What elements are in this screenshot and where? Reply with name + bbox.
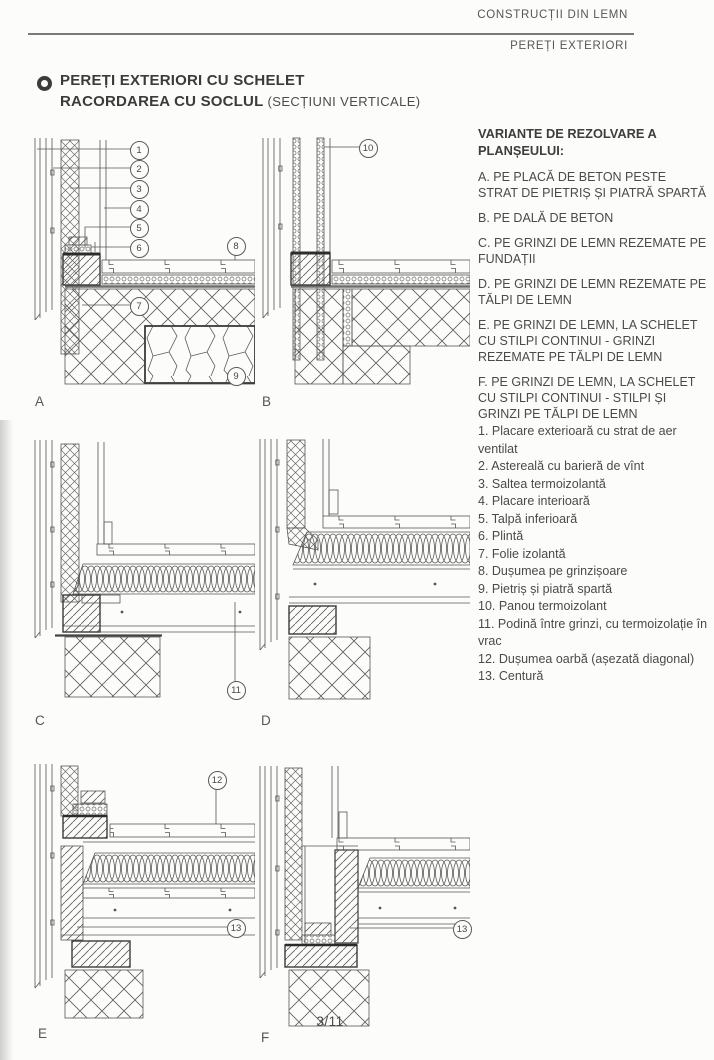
variant-item-f: F. PE GRINZI DE LEMN, LA SCHELET CU STILPI CONTINUI - STILPI ȘI GRINZI PE TĂLPI DE LEMN <box>478 375 696 421</box>
variants-section <box>478 125 708 431</box>
variant-item-c: C. PE GRINZI DE LEMN REZEMATE PE FUNDAȚII <box>478 236 707 266</box>
callout-8: 8 <box>227 237 246 256</box>
callout-13: 13 <box>227 919 246 938</box>
variant-item-a: A. PE PLACĂ DE BETON PESTE STRAT DE PIETRIȘ ȘI PIATRĂ SPARTĂ <box>478 170 707 200</box>
figure-label-c: C <box>35 713 45 728</box>
legend-item-1: 1. Placare exterioară cu strat de aer ventilat <box>478 424 677 456</box>
figure-b <box>255 132 470 422</box>
callout-2: 2 <box>130 160 149 179</box>
callout-11: 11 <box>227 681 246 700</box>
legend-item-6: 6. Plintă <box>478 529 524 543</box>
callout-3: 3 <box>130 180 149 199</box>
figure-d <box>255 432 470 732</box>
scan-edge-shadow <box>0 420 13 1060</box>
legend-item-13: 13. Centură <box>478 669 544 683</box>
legend-item-11: 11. Podină între grinzi, cu termoizolație în vrac <box>478 616 708 648</box>
page-title-line1: PEREȚI EXTERIORI CU SCHELET <box>60 72 305 89</box>
variants-heading: VARIANTE DE REZOLVARE A PLANȘEULUI: <box>478 126 657 158</box>
callout-13-f: 13 <box>453 920 472 939</box>
detail-drawing-b <box>255 132 470 392</box>
figure-c <box>25 432 255 732</box>
detail-drawing-f <box>255 758 470 1030</box>
legend-section <box>478 423 708 686</box>
variant-item-e: E. PE GRINZI DE LEMN, LA SCHELET CU STILPI CONTINUI - GRINZI REZEMATE PE TĂLPI DE LEMN <box>478 318 698 364</box>
page-number: 3/11 <box>316 1014 344 1029</box>
legend-item-12: 12. Dușumea oarbă (așezată diagonal) <box>478 651 695 666</box>
callout-4: 4 <box>130 200 149 219</box>
figure-label-f: F <box>261 1030 270 1045</box>
legend-item-9: 9. Pietriș și piatră spartă <box>478 581 613 596</box>
figure-label-a: A <box>35 394 45 409</box>
callout-7: 7 <box>130 297 149 316</box>
detail-drawing-c <box>25 432 255 704</box>
variant-item-d: D. PE GRINZI DE LEMN REZEMATE PE TĂLPI DE LEMN <box>478 277 707 307</box>
figure-label-b: B <box>262 394 272 409</box>
callout-9: 9 <box>227 367 246 386</box>
legend-item-4: 4. Placare interioară <box>478 494 590 508</box>
legend-item-8: 8. Dușumea pe grinzișoare <box>478 564 628 578</box>
legend-item-10: 10. Panou termoizolant <box>478 599 607 613</box>
callout-6: 6 <box>130 239 149 258</box>
figure-a <box>25 132 255 422</box>
legend-item-7: 7. Folie izolantă <box>478 546 566 561</box>
detail-drawing-e <box>25 758 255 1020</box>
page-title-note: (SECȚIUNI VERTICALE) <box>267 94 421 109</box>
detail-drawing-d <box>255 432 470 704</box>
header-book-title: CONSTRUCȚII DIN LEMN <box>477 9 628 21</box>
legend-item-2: 2. Astereală cu barieră de vînt <box>478 459 645 473</box>
callout-12: 12 <box>208 771 227 790</box>
page-title-line2: RACORDAREA CU SOCLUL (SECȚIUNI VERTICALE) <box>60 93 421 110</box>
figure-e <box>25 758 255 1044</box>
header-rule <box>28 33 634 35</box>
header-chapter-title: PEREȚI EXTERIORI <box>510 40 628 52</box>
figure-label-e: E <box>38 1026 48 1041</box>
legend-item-3: 3. Saltea termoizolantă <box>478 476 606 491</box>
figure-f <box>255 758 470 1044</box>
figure-label-d: D <box>261 713 271 728</box>
callout-1: 1 <box>130 141 149 160</box>
callout-10: 10 <box>359 139 378 158</box>
callout-5: 5 <box>130 219 149 238</box>
legend-item-5: 5. Talpă inferioară <box>478 511 578 526</box>
page-title <box>60 70 421 112</box>
section-bullet-icon <box>37 76 52 91</box>
variant-item-b: B. PE DALĂ DE BETON <box>478 211 614 225</box>
